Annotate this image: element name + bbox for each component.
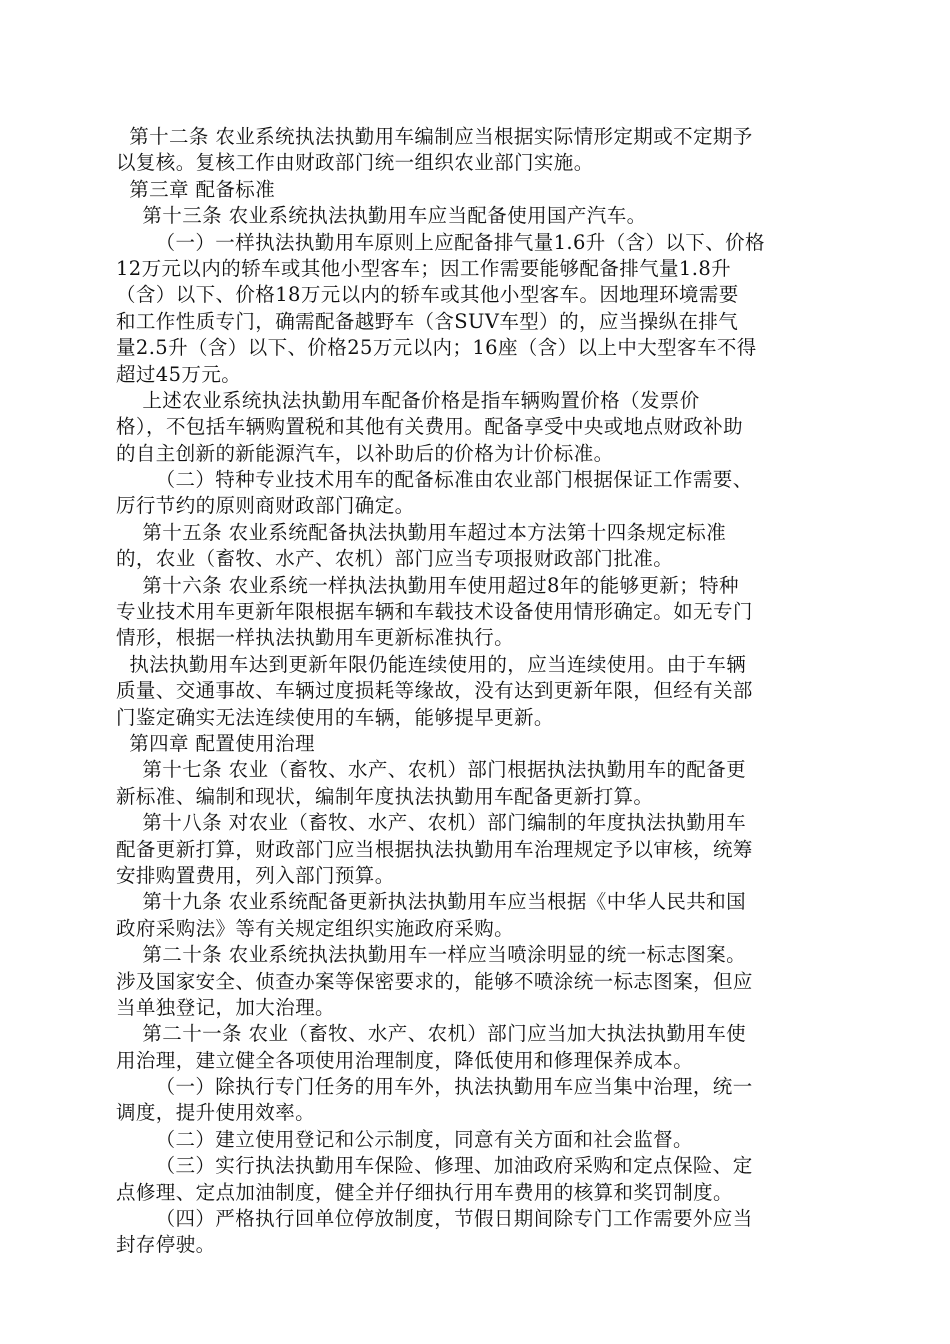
text-line: 格），不包括车辆购置税和其他有关费用。配备享受中央或地点财政补助: [116, 415, 744, 439]
text-line: 上述农业系统执法执勤用车配备价格是指车辆购置价格（发票价: [116, 388, 700, 412]
text-line: 质量、交通事故、车辆过度损耗等缘故，没有达到更新年限，但经有关部: [116, 679, 753, 703]
text-line: 执法执勤用车达到更新年限仍能连续使用的，应当连续使用。由于车辆: [116, 652, 747, 676]
text-line: 用治理，建立健全各项使用治理制度，降低使用和修理保养成本。: [116, 1048, 694, 1072]
text-line: 门鉴定确实无法连续使用的车辆，能够提早更新。: [116, 705, 554, 729]
text-line: 以复核。复核工作由财政部门统一组织农业部门实施。: [116, 151, 594, 175]
text-line: 厉行节约的原则商财政部门确定。: [116, 494, 415, 518]
text-line: （三）实行执法执勤用车保险、修理、加油政府采购和定点保险、定: [116, 1154, 753, 1178]
text-line: （二）建立使用登记和公示制度，同意有关方面和社会监督。: [116, 1127, 693, 1151]
text-line: 第十三条 农业系统执法执勤用车应当配备使用国产汽车。: [116, 204, 647, 228]
text-line: 第十二条 农业系统执法执勤用车编制应当根据实际情形定期或不定期予: [116, 125, 753, 148]
document-body: [116, 124, 836, 1259]
text-line: 第二十一条 农业（畜牧、水产、农机）部门应当加大执法执勤用车使: [116, 1022, 746, 1046]
text-line: （一）除执行专门任务的用车外，执法执勤用车应当集中治理，统一: [116, 1075, 753, 1099]
text-line: （四）严格执行回单位停放制度，节假日期间除专门工作需要外应当: [116, 1207, 753, 1231]
text-line: 第十七条 农业（畜牧、水产、农机）部门根据执法执勤用车的配备更: [116, 758, 746, 782]
text-line: 安排购置费用，列入部门预算。: [116, 863, 395, 887]
text-line: 第十九条 农业系统配备更新执法执勤用车应当根据《中华人民共和国: [116, 890, 746, 914]
text-line: 的，农业（畜牧、水产、农机）部门应当专项报财政部门批准。: [116, 547, 674, 571]
text-line: 第十八条 对农业（畜牧、水产、农机）部门编制的年度执法执勤用车: [116, 811, 746, 835]
text-line: 的自主创新的新能源汽车，以补助后的价格为计价标准。: [116, 441, 614, 465]
text-line: 量2.5升（含）以下、价格25万元以内；16座（含）以上中大型客车不得: [116, 336, 757, 360]
text-line: 12万元以内的轿车或其他小型客车；因工作需要能够配备排气量1.8升: [116, 256, 732, 280]
text-line: 配备更新打算，财政部门应当根据执法执勤用车治理规定予以审核，统筹: [116, 837, 753, 861]
text-line: 当单独登记，加大治理。: [116, 995, 335, 1019]
text-line: （一）一样执法执勤用车原则上应配备排气量1.6升（含）以下、价格: [116, 230, 765, 254]
text-line: 第三章 配备标准: [116, 177, 276, 201]
text-line: 第二十条 农业系统执法执勤用车一样应当喷涂明显的统一标志图案。: [116, 943, 746, 967]
text-line: （二）特种专业技术用车的配备标准由农业部门根据保证工作需要、: [116, 468, 753, 492]
text-line: 第十五条 农业系统配备执法执勤用车超过本方法第十四条规定标准: [116, 520, 727, 544]
text-line: 和工作性质专门，确需配备越野车（含SUV车型）的，应当操纵在排气: [116, 309, 739, 333]
text-line: 调度，提升使用效率。: [116, 1101, 316, 1125]
text-line: （含）以下、价格18万元以内的轿车或其他小型客车。因地理环境需要: [116, 283, 739, 307]
text-line: 涉及国家安全、侦查办案等保密要求的，能够不喷涂统一标志图案，但应: [116, 969, 753, 993]
text-line: 专业技术用车更新年限根据车辆和车载技术设备使用情形确定。如无专门: [116, 600, 753, 624]
text-line: 情形，根据一样执法执勤用车更新标准执行。: [116, 626, 515, 650]
text-line: 第十六条 农业系统一样执法执勤用车使用超过8年的能够更新；特种: [116, 573, 739, 597]
text-line: 第四章 配置使用治理: [116, 731, 315, 755]
text-line: 封存停驶。: [116, 1233, 216, 1257]
text-line: 点修理、定点加油制度，健全并仔细执行用车费用的核算和奖罚制度。: [116, 1180, 733, 1204]
text-line: 新标准、编制和现状，编制年度执法执勤用车配备更新打算。: [116, 784, 654, 808]
text-line: 政府采购法》等有关规定组织实施政府采购。: [116, 916, 515, 940]
text-line: 超过45万元。: [116, 362, 242, 386]
